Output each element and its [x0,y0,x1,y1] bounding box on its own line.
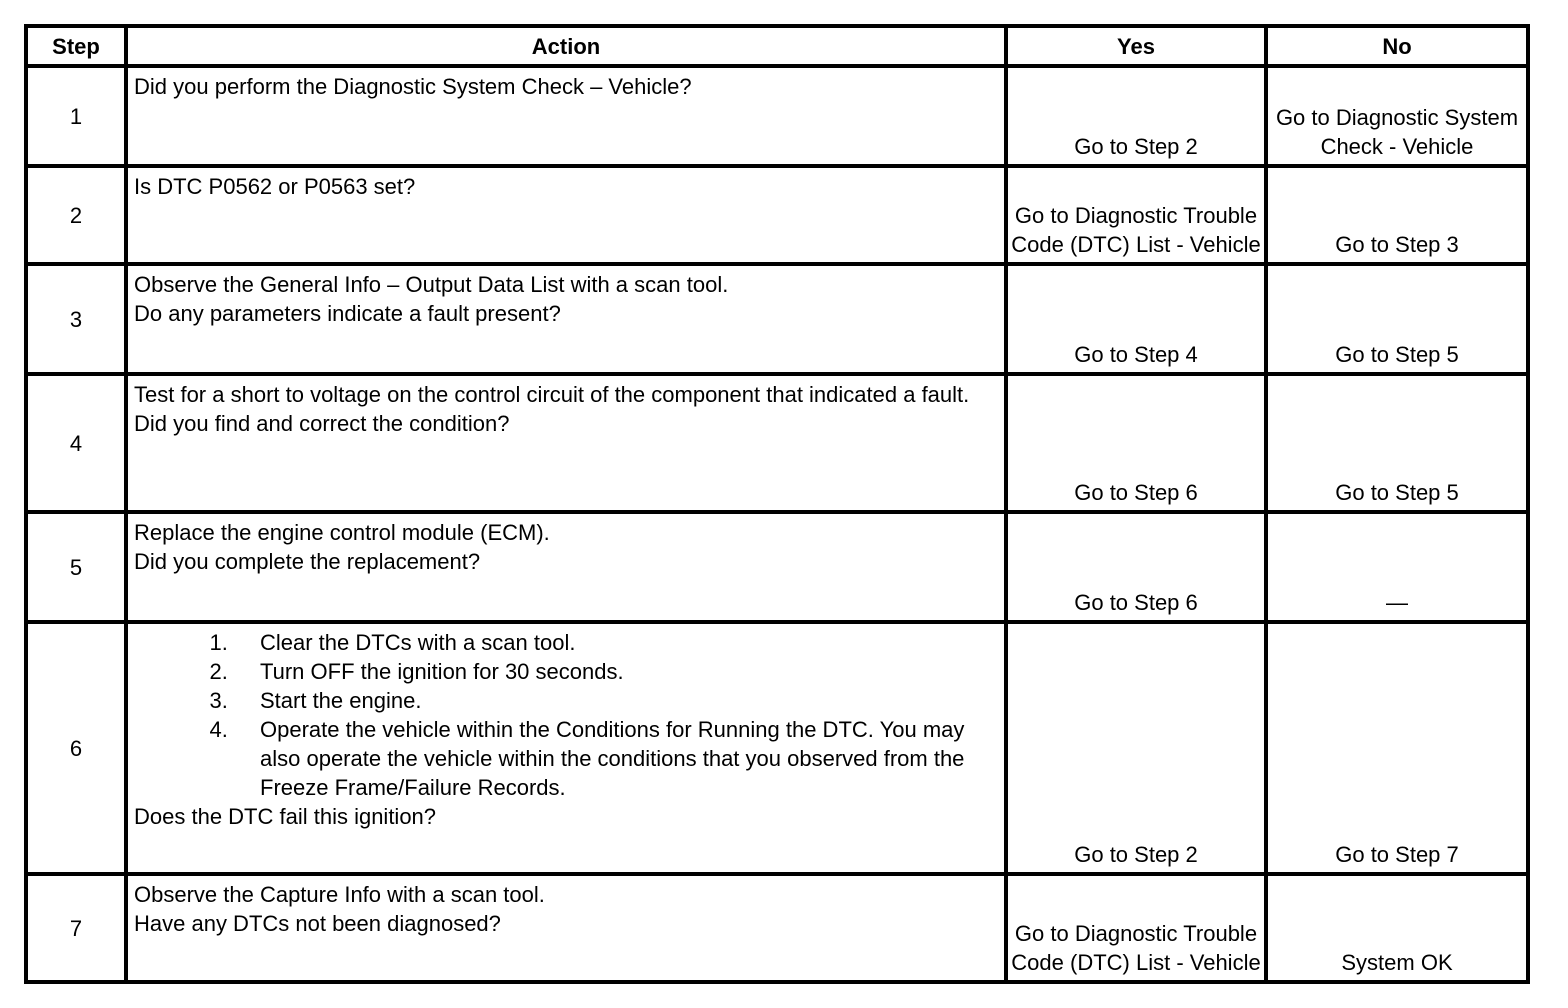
action-cell [126,374,1006,512]
yes-cell: Go to Step 6 [1006,374,1266,512]
yes-cell: Go to Diagnostic Trouble Code (DTC) List - Vehicle [1006,166,1266,264]
no-cell: System OK [1266,874,1528,982]
yes-cell: Go to Diagnostic Trouble Code (DTC) List - Vehicle [1006,874,1266,982]
table-row [26,874,1528,982]
header-action: Action [126,26,1006,66]
yes-cell: Go to Step 2 [1006,622,1266,874]
yes-cell: Go to Step 2 [1006,66,1266,166]
table-row [26,264,1528,374]
no-cell: — [1266,512,1528,622]
no-cell: Go to Diagnostic System Check - Vehicle [1266,66,1528,166]
step-number: 5 [26,512,126,622]
action-question: Did you complete the replacement? [134,549,481,574]
no-cell: Go to Step 3 [1266,166,1528,264]
action-text: Did you perform the Diagnostic System Check – Vehicle? [134,74,692,99]
table-row [26,66,1528,166]
header-yes: Yes [1006,26,1266,66]
step-number: 2 [26,166,126,264]
action-cell [126,512,1006,622]
list-item: 2. Turn OFF the ignition for 30 seconds. [234,657,998,686]
step-number: 4 [26,374,126,512]
action-cell [126,622,1006,874]
action-question: Did you find and correct the condition? [134,411,510,436]
step-number: 3 [26,264,126,374]
yes-cell: Go to Step 4 [1006,264,1266,374]
yes-cell: Go to Step 6 [1006,512,1266,622]
action-cell [126,874,1006,982]
action-question: Do any parameters indicate a fault present? [134,301,561,326]
action-cell [126,166,1006,264]
list-item: 3. Start the engine. [234,686,998,715]
no-cell: Go to Step 5 [1266,264,1528,374]
list-item: 1. Clear the DTCs with a scan tool. [234,628,998,657]
step-number: 1 [26,66,126,166]
action-text: Test for a short to voltage on the control circuit of the component that indicated a fault. [134,382,970,407]
action-text: Observe the Capture Info with a scan tool. [134,882,545,907]
header-step: Step [26,26,126,66]
action-question: Does the DTC fail this ignition? [134,804,437,829]
table-row [26,622,1528,874]
table-row [26,166,1528,264]
no-cell: Go to Step 5 [1266,374,1528,512]
header-row [26,26,1528,66]
action-text: Replace the engine control module (ECM). [134,520,550,545]
step-number: 6 [26,622,126,874]
action-text: Observe the General Info – Output Data List with a scan tool. [134,272,729,297]
header-no: No [1266,26,1528,66]
list-item: 4. Operate the vehicle within the Conditions for Running the DTC. You may also operate the vehicle within the conditions that you observed from the Freeze Frame/Failure Records. [234,715,998,802]
no-cell: Go to Step 7 [1266,622,1528,874]
action-cell [126,66,1006,166]
table-row [26,374,1528,512]
action-cell [126,264,1006,374]
step-number: 7 [26,874,126,982]
action-text: Is DTC P0562 or P0563 set? [134,174,416,199]
table-row [26,512,1528,622]
action-question: Have any DTCs not been diagnosed? [134,911,501,936]
action-list [134,628,998,802]
diagnostic-table [24,24,1530,984]
